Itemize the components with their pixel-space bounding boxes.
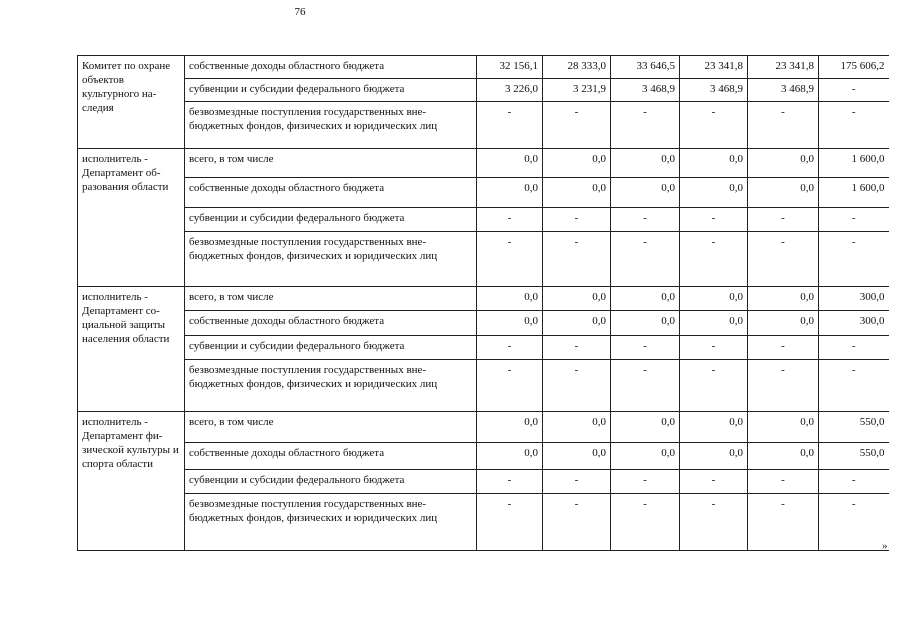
funding-source-cell: собственные доходы областного бюджета	[185, 178, 477, 208]
amount-cell: 550,0	[819, 443, 889, 470]
table-row	[78, 208, 889, 232]
funding-source-cell: всего, в том числе	[185, 287, 477, 311]
amount-cell: 0,0	[680, 412, 748, 443]
funding-source-cell: субвенции и субсидии федерального бюджета	[185, 208, 477, 232]
amount-cell: 1 600,0	[819, 178, 889, 208]
amount-cell: 0,0	[543, 178, 611, 208]
amount-cell: 300,0	[819, 287, 889, 311]
continuation-mark: »	[882, 540, 888, 552]
amount-cell: 0,0	[543, 412, 611, 443]
table-row	[78, 56, 889, 79]
amount-cell: 0,0	[611, 287, 680, 311]
amount-cell: -	[611, 494, 680, 551]
amount-cell: 1 600,0	[819, 149, 889, 178]
funding-source-cell: субвенции и субсидии федерального бюджета	[185, 470, 477, 494]
amount-cell: 3 226,0	[477, 79, 543, 102]
amount-cell: 0,0	[680, 311, 748, 336]
table-row	[78, 102, 889, 149]
amount-cell: -	[611, 232, 680, 287]
amount-cell: 0,0	[748, 287, 819, 311]
amount-cell: -	[543, 336, 611, 360]
amount-cell: 0,0	[748, 178, 819, 208]
amount-cell: 0,0	[477, 443, 543, 470]
amount-cell: -	[819, 470, 889, 494]
amount-cell: 3 468,9	[748, 79, 819, 102]
amount-cell: 0,0	[748, 443, 819, 470]
amount-cell: -	[680, 360, 748, 412]
amount-cell: -	[477, 208, 543, 232]
budget-table	[77, 55, 889, 551]
amount-cell: -	[819, 208, 889, 232]
amount-cell: -	[819, 102, 889, 149]
amount-cell: 0,0	[680, 178, 748, 208]
amount-cell: -	[748, 232, 819, 287]
table-row	[78, 311, 889, 336]
amount-cell: -	[748, 336, 819, 360]
amount-cell: 0,0	[477, 149, 543, 178]
table-row	[78, 287, 889, 311]
amount-cell: -	[611, 208, 680, 232]
amount-cell: -	[819, 360, 889, 412]
amount-cell: 28 333,0	[543, 56, 611, 79]
amount-cell: 0,0	[477, 178, 543, 208]
table-body	[78, 56, 889, 551]
amount-cell: -	[680, 232, 748, 287]
funding-source-cell: собственные доходы областного бюджета	[185, 56, 477, 79]
amount-cell: -	[680, 336, 748, 360]
amount-cell: -	[611, 360, 680, 412]
amount-cell: 3 468,9	[611, 79, 680, 102]
amount-cell: -	[819, 232, 889, 287]
amount-cell: -	[748, 102, 819, 149]
amount-cell: -	[680, 102, 748, 149]
funding-source-cell: собственные доходы областного бюджета	[185, 311, 477, 336]
amount-cell: -	[748, 470, 819, 494]
funding-source-cell: собственные доходы областного бюджета	[185, 443, 477, 470]
amount-cell: 3 231,9	[543, 79, 611, 102]
amount-cell: 3 468,9	[680, 79, 748, 102]
amount-cell: -	[477, 336, 543, 360]
executor-cell: Комитет по охране объектов культурного наследия	[78, 56, 185, 149]
amount-cell: -	[477, 494, 543, 551]
amount-cell: -	[819, 336, 889, 360]
amount-cell: -	[748, 360, 819, 412]
funding-source-cell: субвенции и субсидии федерального бюджета	[185, 336, 477, 360]
table-row	[78, 178, 889, 208]
table-row	[78, 232, 889, 287]
amount-cell: -	[477, 102, 543, 149]
amount-cell: -	[611, 470, 680, 494]
amount-cell: -	[543, 470, 611, 494]
amount-cell: 0,0	[748, 149, 819, 178]
amount-cell: -	[819, 79, 889, 102]
table-row	[78, 79, 889, 102]
page-number: 76	[294, 6, 306, 18]
amount-cell: 0,0	[543, 443, 611, 470]
amount-cell: -	[477, 232, 543, 287]
table-row	[78, 470, 889, 494]
amount-cell: 0,0	[543, 287, 611, 311]
amount-cell: 23 341,8	[680, 56, 748, 79]
amount-cell: 0,0	[611, 149, 680, 178]
table-row	[78, 494, 889, 551]
amount-cell: -	[543, 360, 611, 412]
amount-cell: 0,0	[611, 412, 680, 443]
funding-source-cell: безвозмездные поступления государственных внебюджетных фондов, физических и юридических лиц	[185, 360, 477, 412]
amount-cell: 550,0	[819, 412, 889, 443]
amount-cell: 175 606,2	[819, 56, 889, 79]
amount-cell: -	[680, 208, 748, 232]
amount-cell: -	[611, 336, 680, 360]
funding-source-cell: субвенции и субсидии федерального бюджета	[185, 79, 477, 102]
table-row	[78, 336, 889, 360]
amount-cell: 0,0	[680, 443, 748, 470]
table-row	[78, 412, 889, 443]
amount-cell: 0,0	[611, 311, 680, 336]
table-row	[78, 360, 889, 412]
amount-cell: -	[680, 470, 748, 494]
executor-cell: исполнитель - Департамент социальной защиты населения области	[78, 287, 185, 412]
amount-cell: 0,0	[748, 412, 819, 443]
amount-cell: -	[543, 208, 611, 232]
funding-source-cell: безвозмездные поступления государственных внебюджетных фондов, физических и юридических лиц	[185, 232, 477, 287]
amount-cell: -	[819, 494, 889, 551]
table-row	[78, 149, 889, 178]
funding-source-cell: всего, в том числе	[185, 149, 477, 178]
amount-cell: 0,0	[611, 443, 680, 470]
amount-cell: 32 156,1	[477, 56, 543, 79]
funding-source-cell: всего, в том числе	[185, 412, 477, 443]
amount-cell: 0,0	[543, 149, 611, 178]
amount-cell: 0,0	[680, 287, 748, 311]
amount-cell: -	[748, 494, 819, 551]
amount-cell: 0,0	[543, 311, 611, 336]
amount-cell: 0,0	[477, 412, 543, 443]
table-row	[78, 443, 889, 470]
executor-cell: исполнитель - Департамент физической культуры и спорта области	[78, 412, 185, 551]
amount-cell: -	[543, 494, 611, 551]
amount-cell: -	[477, 360, 543, 412]
funding-source-cell: безвозмездные поступления государственных внебюджетных фондов, физических и юридических лиц	[185, 494, 477, 551]
amount-cell: 0,0	[477, 311, 543, 336]
amount-cell: 0,0	[611, 178, 680, 208]
amount-cell: -	[543, 232, 611, 287]
executor-cell: исполнитель - Департамент образования области	[78, 149, 185, 287]
amount-cell: -	[611, 102, 680, 149]
amount-cell: 0,0	[680, 149, 748, 178]
amount-cell: -	[477, 470, 543, 494]
amount-cell: 0,0	[748, 311, 819, 336]
amount-cell: -	[748, 208, 819, 232]
amount-cell: 33 646,5	[611, 56, 680, 79]
amount-cell: 300,0	[819, 311, 889, 336]
amount-cell: 0,0	[477, 287, 543, 311]
funding-source-cell: безвозмездные поступления государственных внебюджетных фондов, физических и юридических лиц	[185, 102, 477, 149]
amount-cell: -	[680, 494, 748, 551]
amount-cell: -	[543, 102, 611, 149]
amount-cell: 23 341,8	[748, 56, 819, 79]
